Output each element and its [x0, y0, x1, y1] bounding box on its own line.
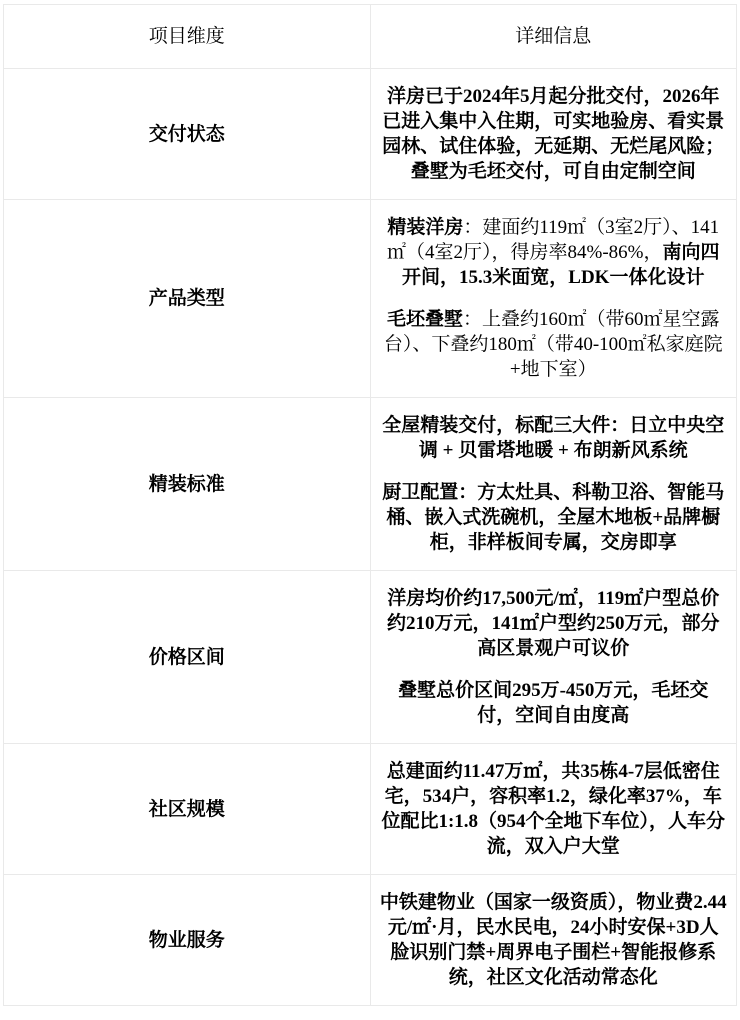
row-dimension-label: 交付状态	[4, 69, 371, 200]
table-row	[4, 398, 737, 571]
details-paragraph	[380, 215, 728, 290]
row-dimension-label: 产品类型	[4, 200, 371, 398]
row-dimension-label: 物业服务	[4, 875, 371, 1006]
details-paragraph	[380, 413, 728, 463]
column-header-dimension: 项目维度	[4, 5, 371, 69]
bold-text-segment: 毛坯叠墅	[386, 309, 463, 330]
table-row	[4, 200, 737, 398]
details-paragraph	[380, 759, 728, 859]
bold-text-segment: 叠墅总价区间295万-450万元，毛坯交付，空间自由度高	[398, 680, 709, 726]
details-paragraph	[380, 307, 728, 382]
table-row	[4, 875, 737, 1006]
bold-text-segment: 全屋精装交付，标配三大件：日立中央空调 + 贝雷塔地暖 + 布朗新风系统	[382, 415, 725, 461]
table-header-row	[4, 5, 737, 69]
details-paragraph	[380, 586, 728, 661]
table-body	[4, 69, 737, 1006]
project-info-table	[3, 4, 737, 1006]
details-paragraph	[380, 480, 728, 555]
regular-text-segment: ：建面约119㎡（3室2厅）、141㎡（4室2厅），得房率84%-86%，	[387, 217, 720, 263]
bold-text-segment: 精装洋房	[387, 217, 464, 238]
table-row	[4, 571, 737, 744]
bold-text-segment: 洋房均价约17,500元/㎡，119㎡户型总价约210万元，141㎡户型约250万元，部分高区景观户可议价	[386, 588, 720, 659]
details-paragraph	[380, 890, 728, 990]
bold-text-segment: 中铁建物业（国家一级资质），物业费2.44元/㎡·月，民水民电，24小时安保+3D人脸识别门禁+周界电子围栏+智能报修系统，社区文化活动常态化	[379, 892, 727, 988]
details-paragraph	[380, 84, 728, 184]
table-row	[4, 744, 737, 875]
row-details-cell	[370, 398, 737, 571]
row-details-cell	[370, 744, 737, 875]
bold-text-segment: 南向四开间，15.3米面宽，LDK一体化设计	[402, 242, 720, 288]
bold-text-segment: 总建面约11.47万㎡，共35栋4-7层低密住宅，534户，容积率1.2，绿化率37%，车位配比1:1.8（954个全地下车位），人车分流，双入户大堂	[381, 761, 726, 857]
row-dimension-label: 精装标准	[4, 398, 371, 571]
row-dimension-label: 价格区间	[4, 571, 371, 744]
column-header-details: 详细信息	[370, 5, 737, 69]
row-details-cell	[370, 69, 737, 200]
regular-text-segment: ：上叠约160㎡（带60㎡星空露台）、下叠约180㎡（带40-100㎡私家庭院+地下室）	[383, 309, 723, 380]
row-details-cell	[370, 875, 737, 1006]
row-details-cell	[370, 200, 737, 398]
bold-text-segment: 厨卫配置：方太灶具、科勒卫浴、智能马桶、嵌入式洗碗机，全屋木地板+品牌橱柜，非样板间专属，交房即享	[382, 482, 725, 553]
details-paragraph	[380, 678, 728, 728]
row-dimension-label: 社区规模	[4, 744, 371, 875]
bold-text-segment: 洋房已于2024年5月起分批交付，2026年已进入集中入住期，可实地验房、看实景园林、试住体验，无延期、无烂尾风险；叠墅为毛坯交付，可自由定制空间	[382, 86, 725, 182]
table-row	[4, 69, 737, 200]
row-details-cell	[370, 571, 737, 744]
